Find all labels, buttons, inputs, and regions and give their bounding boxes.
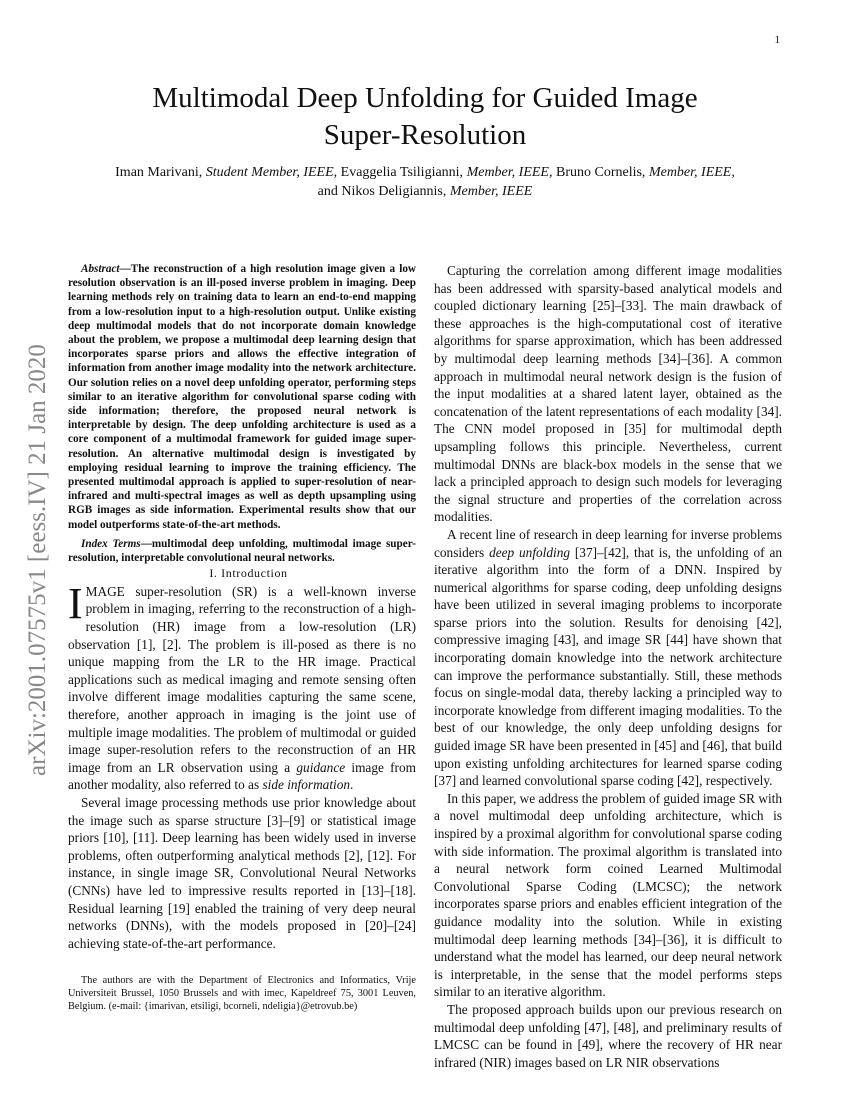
author-name: Iman Marivani, (115, 165, 206, 180)
emphasis-side-information: side information (262, 777, 351, 793)
intro-text: MAGE super-resolution (SR) is a well-known inverse problem in imaging, referring to the reconstruction of a high-resolution (HR) image from a low-resolution (LR) observation [1], [2]. The problem is ill-posed as there is no unique mapping from the LR to the HR image. Practical applications such as medical imaging and remote sensing often involve different image modalities capturing the same scene, therefore, another approach in imaging is the joint use of multiple image modalities. The problem of multimodal or guided image super-resolution refers to the reconstruction of an HR image from an LR observation using a (68, 583, 416, 775)
intro-text: . (350, 777, 354, 793)
emphasis-deep-unfolding: deep unfolding (489, 544, 571, 560)
body-paragraph-1: Capturing the correlation among different image modalities has been addressed with sparsity-based analytical models and coupled dictionary learning [25]–[33]. The main drawback of these approaches is the high-computational cost of iterative algorithms for sparse approximation, which has been addressed by multimodal deep learning methods [34]–[36]. A common approach in multimodal neural network design is the fusion of the input modalities at a shared latent layer, obtained as the concatenation of the latent representations of each modality [34]. The CNN model proposed in [35] for multimodal depth upsampling follows this principle. Nevertheless, current multimodal DNNs are black-box models in the sense that we lack a principled approach to design such models for leveraging the signal structure and properties of the correlation across modalities. (434, 263, 782, 525)
body-text: A recent line of research in deep learning for inverse problems considers (434, 526, 782, 560)
right-column (434, 262, 782, 1071)
author-name: Bruno Cornelis, (552, 165, 649, 180)
paper-title (60, 80, 790, 154)
author-affiliation: Member, IEEE (449, 184, 533, 199)
body-paragraph-2 (434, 526, 782, 790)
abstract-text: —The reconstruction of a high resolution image given a low resolution observation is an ill-posed inverse problem in imaging. Deep learning methods rely on training data to learn an end-to-end mapping from a low-resolution input to a high-resolution output. Unlike existing deep multimodal models that do not incorporate domain knowledge about the problem, we propose a multimodal deep learning design that incorporates sparse priors and allows the effective integration of information from another image modality into the network architecture. Our solution relies on a novel deep unfolding operator, performing steps similar to an iterative algorithm for convolutional sparse coding with side information; therefore, the proposed neural network is interpretable by design. The deep unfolding architecture is used as a core component of a multimodal framework for guided image super-resolution. An alternative multimodal design is investigated by employing residual learning to improve the training efficiency. The presented multimodal approach is applied to super-resolution of near-infrared and multi-spectral images as well as depth upsampling using RGB images as side information. Experimental results show that our model outperforms state-of-the-art methods. (68, 263, 416, 531)
arxiv-identifier (12, 300, 58, 820)
footnote: The authors are with the Department of Electronics and Informatics, Vrije Universiteit Brussel, 1050 Brussels and with imec, Kapeldreef 75, 3001 Leuven, Belgium. (e-mail: {imarivan, etsiligi, bcorneli, ndeligia}@etrovub.be) (68, 975, 416, 1013)
author-affiliation: Member, IEEE, (466, 165, 553, 180)
arxiv-identifier-text: arXiv:2001.07575v1 [eess.IV] 21 Jan 2020 (24, 344, 51, 776)
index-terms-label: Index Terms (81, 537, 141, 550)
author-affiliation: Member, IEEE, (648, 165, 735, 180)
author-name: and Nikos Deligiannis, (317, 184, 450, 199)
section-heading: I. Introduction (209, 566, 288, 581)
title-line-1: Multimodal Deep Unfolding for Guided Image (152, 82, 698, 114)
index-terms-text: —multimodal deep unfolding, multimodal image super-resolution, interpretable convolutional neural networks. (68, 537, 416, 565)
authors-line-2 (60, 182, 790, 201)
index-terms (68, 537, 416, 565)
page-number: 1 (774, 34, 780, 46)
intro-paragraph-2: Several image processing methods use prior knowledge about the image such as sparse structure [3]–[9] or statistical image priors [10], [11]. Deep learning has been widely used in inverse problems, often outperforming analytical methods [2], [12]. For instance, in single image SR, Convolutional Neural Networks (CNNs) have led to impressive results reported in [13]–[18]. Residual learning [19] enabled the training of very deep neural networks (DNNs), with the models proposed in [20]–[24] achieving state-of-the-art performance. (68, 794, 416, 951)
emphasis-guidance: guidance (296, 759, 346, 775)
intro-text: image from another modality, also referred to as (68, 759, 416, 793)
body-paragraph-3: In this paper, we address the problem of guided image SR with a novel multimodal deep unfolding architecture, which is inspired by a proximal algorithm for convolutional sparse coding with side information. The proximal algorithm is translated into a neural network form coined Learned Multimodal Convolutional Sparse Coding (LMCSC); the network incorporates sparse priors and enables efficient integration of the guidance modality into the solution. While in existing multimodal deep learning methods [34]–[36], it is difficult to understand what the model has learned, our deep neural network is interpretable, in the sense that the model performs steps similar to an iterative algorithm. (434, 790, 782, 1000)
abstract (68, 262, 416, 532)
body-paragraph-4: The proposed approach builds upon our previous research on multimodal deep unfolding [47], [48], and preliminary results of LMCSC can be found in [49], where the recovery of HR near infrared (NIR) images based on LR NIR observations (434, 1001, 782, 1070)
drop-cap: I (68, 578, 83, 628)
intro-paragraph-1 (68, 578, 416, 794)
authors-line-1 (60, 163, 790, 182)
body-text: [37]–[42], that is, the unfolding of an iterative algorithm into the form of a DNN. Inspired by numerical algorithms for sparse coding, deep unfolding designs have been utilized in several imaging problems to incorporate sparse priors into the solution. Results for denoising [42], compressive imaging [43], and image SR [44] have shown that incorporating domain knowledge into the network architecture can improve the performance substantially. Still, these methods focus on single-modal data, thereby lacking a principled way to incorporate knowledge from different imaging modalities. To the best of our knowledge, the only deep unfolding designs for guided image SR have been presented in [45] and [46], that build upon existing unfolding architectures for learned sparse coding [37] and learned convolutional sparse coding [42], respectively. (434, 544, 782, 789)
left-column (68, 262, 416, 1013)
author-name: Evaggelia Tsiligianni, (337, 165, 467, 180)
author-list (60, 163, 790, 201)
title-line-2: Super-Resolution (323, 119, 527, 151)
abstract-label: Abstract (81, 263, 120, 275)
author-affiliation: Student Member, IEEE, (205, 165, 338, 180)
